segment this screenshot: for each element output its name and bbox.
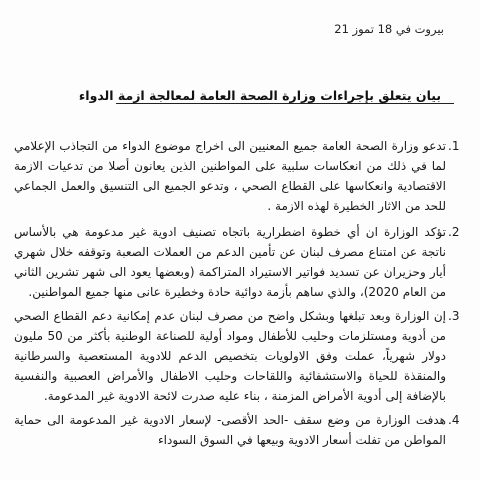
- paragraph-text: هدفت الوزارة من وضع سقف -الحد الأقصى- لإسعار الادوية غير المدعومة الى حماية المواطن من تفلت أسعار الادوية وبيعها في السوق السوداء: [14, 413, 446, 447]
- paragraph-text: تؤكد الوزارة ان أي خطوة اضطرارية باتجاه تصنيف ادوية غير مدعومة هي بالأساس ناتجة عن امتناع مصرف لبنان عن تأمين الدعم من العملات الصعبة وتوقفه خلال شهري أيار وحزيران عن تسديد فواتير الاستيراد المتراكمة (وبعضها يعود الى شهر تشرين الثاني من العام 2020)، والذي ساهم بأزمة دوائية حادة وخطيرة عانى منها جميع المواطنين.: [14, 225, 446, 299]
- paragraph-number: 3.: [448, 309, 460, 323]
- paragraph-2: [14, 222, 464, 302]
- document-title: بيان يتعلق بإجراءات وزارة الصحة العامة لمعالجة ازمة الدواء: [78, 88, 442, 103]
- paragraph-text: تدعو وزارة الصحة العامة جميع المعنيين الى اخراج موضوع الدواء من التجاذب الإعلامي لما في ذلك من انعكاسات سلبية على المواطنين الذين يعانون أصلا من تدعيات الازمة الاقتصادية وانعكاسها على القطاع الصحي ، وتدعو الجميع الى التنسيق والعمل الجماعي للحد من الاثار الخطيرة لهذه الازمة .: [14, 139, 446, 213]
- title-underline: [116, 103, 454, 104]
- paragraph-4: [14, 410, 464, 450]
- paragraph-number: 1.: [448, 139, 460, 153]
- document-date: بيروت في 18 تموز 21: [334, 22, 444, 36]
- paragraph-text: إن الوزارة وبعد تبلغها وبشكل واضح من مصرف لبنان عدم إمكانية دعم القطاع الصحي من أدوية ومستلزمات وحليب للأطفال ومواد أولية للصناعة الوطنية بأكثر من 50 مليون دولار شهرياً، عملت وفق الاولويات بتخصيص الدعم للادوية المستعصية والسرطانية والمنقذة للحياة والاستشفائية واللقاحات وحليب الاطفال والأمراض العصبية والنفسية بالإضافة إلى أدوية الأمراض المزمنة ، بناء عليه صدرت لائحة الادوية غير المدعومة.: [14, 309, 446, 403]
- paragraph-3: [14, 306, 464, 406]
- document-body: [14, 136, 464, 452]
- paragraph-number: 4.: [448, 413, 460, 427]
- paragraph-number: 2.: [448, 225, 460, 239]
- paragraph-1: [14, 136, 464, 216]
